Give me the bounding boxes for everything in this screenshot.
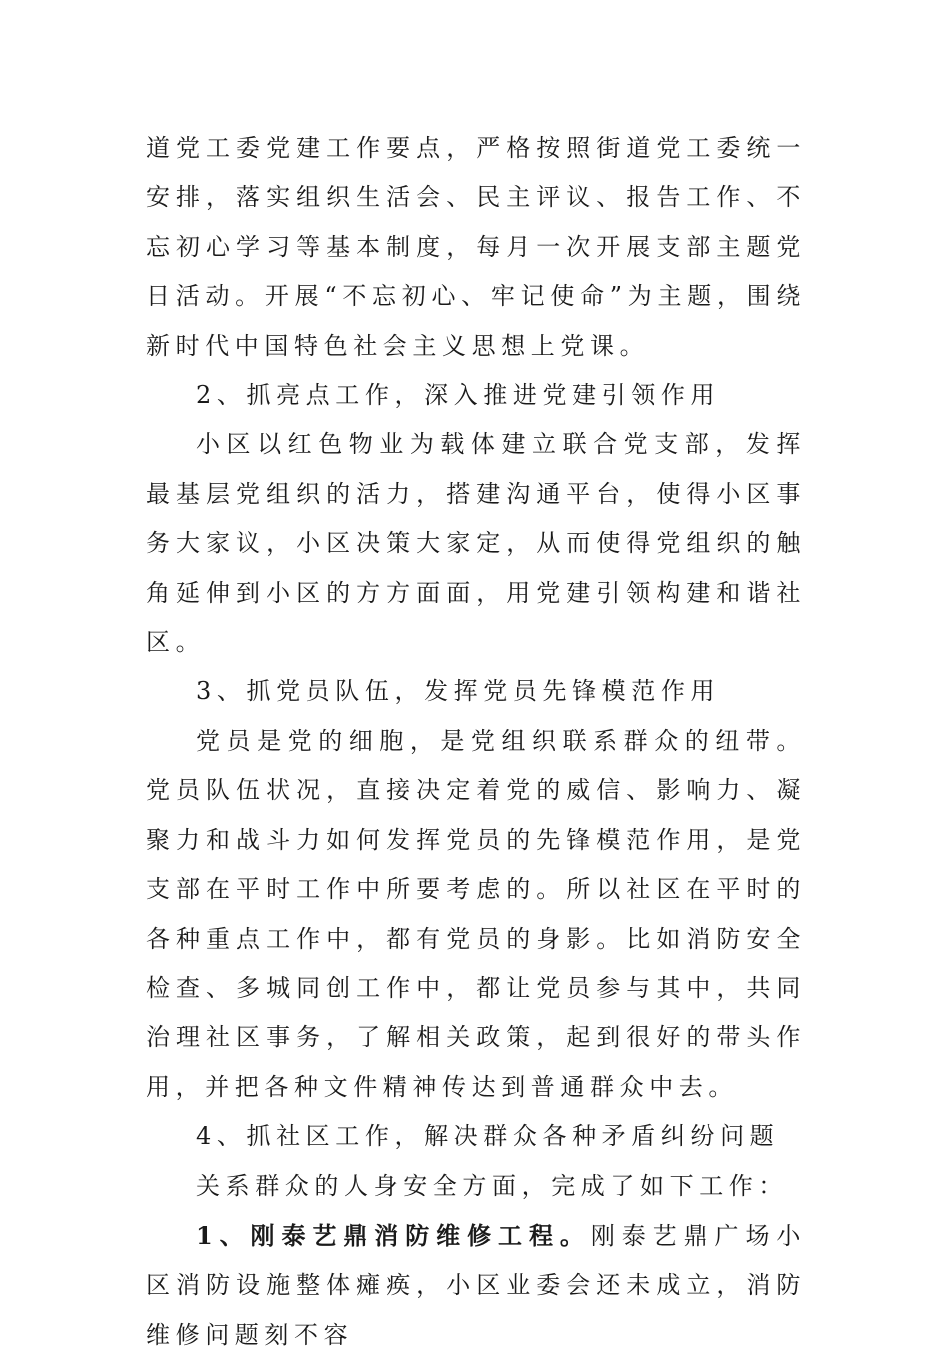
heading-party-member-team: 3、抓党员队伍，发挥党员先锋模范作用: [196, 677, 721, 706]
paragraph-party-members: 党员是党的细胞，是党组织联系群众的纽带。党员队伍状况，直接决定着党的威信、影响力、凝聚力和战斗力如何发挥党员的先锋模范作用，是党支部在平时工作中所要考虑的。所以社区在平时的各种重点工作中，都有党员的身影。比如消防安全检查、多城同创工作中，都让党员参与其中，共同治理社区事务，了解相关政策，起到很好的带头作用，并把各种文件精神传达到普通群众中去。: [146, 726, 806, 1101]
paragraph-red-property: 小区以红色物业为载体建立联合党支部，发挥最基层党组织的活力，搭建沟通平台，使得小区事务大家议，小区决策大家定，从而使得党组织的触角延伸到小区的方方面面，用党建引领构建和谐社区。: [146, 430, 806, 657]
fire-repair-bold-lead: 1、刚泰艺鼎消防维修工程。: [196, 1220, 591, 1250]
paragraph-safety-intro: 关系群众的人身安全方面，完成了如下工作：: [196, 1171, 788, 1200]
heading-community-work: 4、抓社区工作，解决群众各种矛盾纠纷问题: [196, 1122, 780, 1151]
fire-repair-text: 刚泰艺鼎广场小区消防设施整体瘫痪，小区业委会还未成立，消防维修问题刻不容: [146, 1221, 807, 1349]
document-page: [146, 124, 806, 1360]
paragraph-party-work-points: 道党工委党建工作要点，严格按照街道党工委统一安排，落实组织生活会、民主评议、报告工作、不忘初心学习等基本制度，每月一次开展支部主题党日活动。开展“不忘初心、牢记使命”为主题，围绕新时代中国特色社会主义思想上党课。: [146, 134, 806, 360]
heading-highlight-work: 2、抓亮点工作，深入推进党建引领作用: [196, 381, 721, 410]
paragraph-fire-repair: [146, 1211, 806, 1360]
